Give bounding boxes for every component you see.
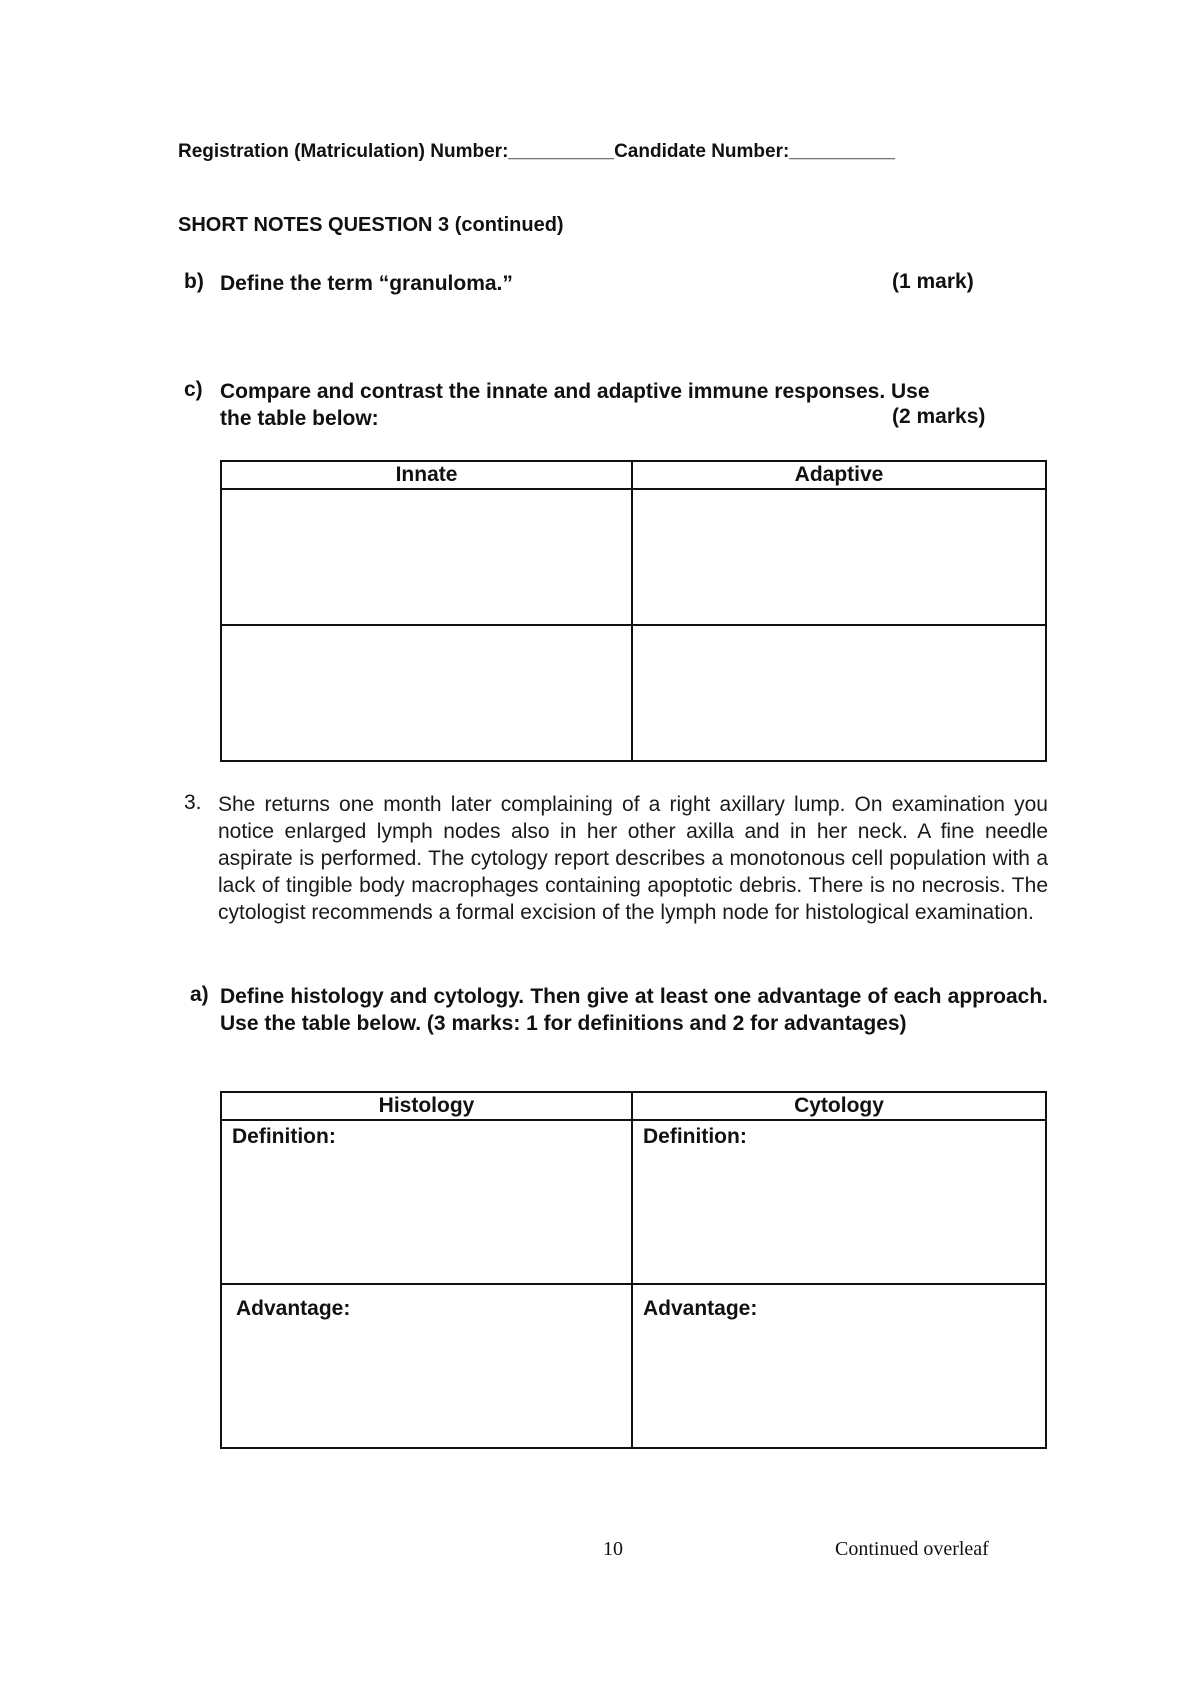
question-b-marks: (1 mark) [892,270,974,293]
innate-answer-cell-1[interactable] [221,489,632,625]
cytology-definition-label: Definition: [643,1125,747,1148]
innate-header: Innate [221,461,632,489]
table-row [221,489,1046,625]
cytology-advantage-cell[interactable] [632,1284,1046,1448]
question-b-text: Define the term “granuloma.” [220,272,513,295]
table-row [221,625,1046,761]
question-b-label: b) [184,270,204,293]
question-a-label: a) [190,983,209,1006]
candidate-number-label: Candidate Number:__________ [614,141,895,162]
table-header-row [221,1092,1046,1120]
cytology-definition-cell[interactable] [632,1120,1046,1284]
section-title: SHORT NOTES QUESTION 3 (continued) [178,214,564,236]
adaptive-answer-cell-2[interactable] [632,625,1046,761]
table-header-row [221,461,1046,489]
question-c-text-line2: the table below: [220,407,379,430]
scenario-paragraph: She returns one month later complaining of a right axillary lump. On examination you notice enlarged lymph nodes also in her other axilla and in her neck. A fine needle aspirate is performed. The cytology report describes a monotonous cell population with a lack of tingible body macrophages containing apoptotic debris. There is no necrosis. The cytologist recommends a formal excision of the lymph node for histological examination. [218,793,1048,924]
registration-header [178,141,895,163]
registration-number-label: Registration (Matriculation) Number:__________ [178,141,615,162]
innate-answer-cell-2[interactable] [221,625,632,761]
question-a-text: Define histology and cytology. Then give at least one advantage of each approach. Use the table below. (3 marks: 1 for definitions and 2 for advantages) [220,985,1048,1035]
question-c-label: c) [184,378,203,401]
table-row [221,1120,1046,1284]
histology-cytology-table [220,1091,1047,1449]
adaptive-header: Adaptive [632,461,1046,489]
continued-overleaf-note: Continued overleaf [835,1538,989,1560]
histology-header: Histology [221,1092,632,1120]
innate-adaptive-table [220,460,1047,762]
page-number: 10 [603,1538,623,1560]
table-row [221,1284,1046,1448]
scenario-number: 3. [184,791,202,814]
histology-definition-cell[interactable] [221,1120,632,1284]
cytology-advantage-label: Advantage: [643,1297,758,1320]
histology-advantage-cell[interactable] [221,1284,632,1448]
cytology-header: Cytology [632,1092,1046,1120]
question-c-marks: (2 marks) [892,405,986,428]
adaptive-answer-cell-1[interactable] [632,489,1046,625]
histology-definition-label: Definition: [232,1125,336,1148]
question-c-text-line1: Compare and contrast the innate and adaptive immune responses. Use [220,380,930,403]
histology-advantage-label: Advantage: [236,1297,351,1320]
